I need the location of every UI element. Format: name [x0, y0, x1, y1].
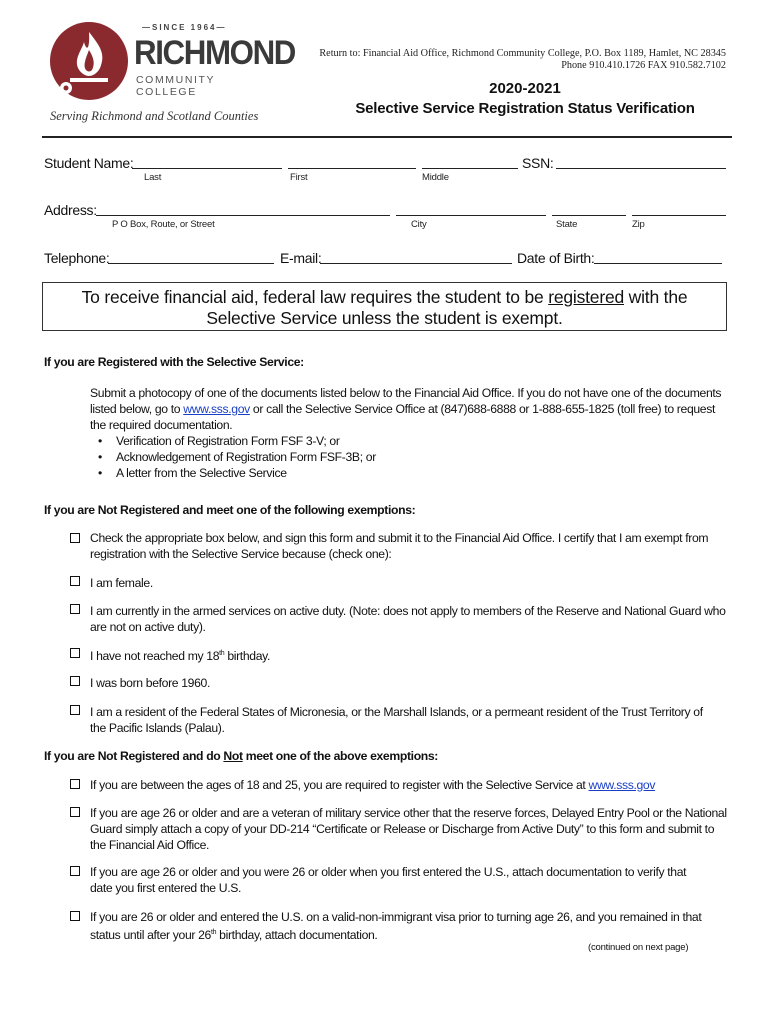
exempt-under-18-text	[90, 646, 270, 664]
registered-instructions	[90, 385, 730, 433]
street-field[interactable]	[96, 202, 390, 216]
logo-name: RICHMOND	[134, 34, 295, 72]
exempt-active-duty-text: I am currently in the armed services on active duty. (Note: does not apply to members of the Reserve and National Guard who are not on active duty).	[90, 604, 726, 634]
notice-registered-emphasis: registered	[548, 287, 625, 307]
ssn-field[interactable]	[556, 155, 726, 169]
last-caption: Last	[144, 172, 162, 183]
nonimmigrant-visa-sup: th	[210, 929, 217, 936]
dob-label: Date of Birth:	[517, 250, 595, 266]
document-list-item: • Verification of Registration Form FSF 3-V; or	[90, 433, 730, 449]
header-divider	[42, 136, 732, 138]
middle-caption: Middle	[422, 172, 449, 183]
exempt-active-duty-checkbox[interactable]	[70, 604, 80, 614]
registered-instructions-b: or call the Selective Service Office at (847)688-6888 or 1-888-655-1825 (toll free) to request the required documentation.	[90, 402, 716, 432]
email-label: E-mail:	[280, 250, 322, 266]
telephone-field[interactable]	[108, 250, 274, 264]
zip-field[interactable]	[632, 202, 726, 216]
nonimmigrant-visa-text-b: birthday, attach documentation.	[216, 928, 378, 943]
exempt-female-text: I am female.	[90, 576, 153, 590]
not-exempt-heading-a: If you are Not Registered and do	[44, 749, 224, 763]
exempt-certify-text: Check the appropriate box below, and sign this form and submit it to the Financial Aid Office. I certify that I am exempt from registration with the Selective Service because (check one):	[90, 531, 709, 561]
section-registered-heading: If you are Registered with the Selective Service:	[44, 355, 304, 369]
registered-instructions-a: Submit a photocopy of one of the documents listed below to the Financial Aid Office. If you do not have one of the documents listed below, go to	[90, 386, 722, 416]
nonimmigrant-visa-text	[90, 909, 715, 943]
veteran-checkbox[interactable]	[70, 807, 80, 817]
exempt-resident-text: I am a resident of the Federal States of Micronesia, or the Marshall Islands, or a permeant resident of the Trust Territory of the Pacific Islands (Palau).	[90, 705, 703, 735]
continued-note: (continued on next page)	[588, 942, 689, 953]
return-address-line1: Return to: Financial Aid Office, Richmond Community College, P.O. Box 1189, Hamlet, NC 28345	[319, 48, 726, 59]
logo-college: COMMUNITY COLLEGE	[136, 74, 215, 98]
age-18-25-text-a: If you are between the ages of 18 and 25, you are required to register with the Selective Service at	[90, 778, 589, 792]
first-name-field[interactable]	[288, 155, 416, 169]
under-18-sup: th	[219, 650, 225, 657]
city-field[interactable]	[396, 202, 546, 216]
age-18-25-checkbox[interactable]	[70, 779, 80, 789]
notice-box	[42, 282, 727, 331]
address-label: Address:	[44, 202, 97, 218]
email-field[interactable]	[320, 250, 512, 264]
dob-field[interactable]	[594, 250, 722, 264]
form-year: 2020-2021	[489, 80, 561, 97]
not-exempt-heading-b: meet one of the above exemptions:	[242, 749, 439, 763]
sss-link[interactable]: www.sss.gov	[183, 402, 250, 416]
return-address	[319, 48, 726, 72]
telephone-label: Telephone:	[44, 250, 110, 266]
exempt-under-18-checkbox[interactable]	[70, 648, 80, 658]
exempt-certify-checkbox[interactable]	[70, 533, 80, 543]
exempt-born-before-1960-checkbox[interactable]	[70, 676, 80, 686]
college-logo	[48, 20, 295, 100]
logo-since: —SINCE 1964—	[142, 23, 227, 32]
document-list-item: • A letter from the Selective Service	[90, 465, 730, 481]
zip-caption: Zip	[632, 219, 645, 230]
return-address-line2: Phone 910.410.1726 FAX 910.582.7102	[561, 60, 726, 71]
state-caption: State	[556, 219, 578, 230]
first-caption: First	[290, 172, 308, 183]
entered-us-after-26-checkbox[interactable]	[70, 866, 80, 876]
veteran-text: If you are age 26 or older and are a veteran of military service other that the reserve forces, Delayed Entry Pool or the National Guard simply attach a copy of your DD-214 “Certificate or Release or Discharge from Active Duty” to this form and submit to the Financial Aid Office.	[90, 806, 727, 852]
student-name-label: Student Name:	[44, 155, 134, 171]
document-list-item: • Acknowledgement of Registration Form FSF-3B; or	[90, 449, 730, 465]
city-caption: City	[411, 219, 427, 230]
exempt-resident-checkbox[interactable]	[70, 705, 80, 715]
notice-line2: Selective Service unless the student is exempt.	[206, 308, 563, 328]
exempt-born-before-1960-text: I was born before 1960.	[90, 676, 211, 690]
notice-line1	[43, 287, 726, 308]
entered-us-after-26-text: If you are age 26 or older and you were 26 or older when you first entered the U.S., attach documentation to verify that date you first entered the U.S.	[90, 865, 687, 895]
under-18-text-a: I have not reached my 18	[90, 649, 220, 664]
ssn-label: SSN:	[522, 155, 554, 171]
tagline: Serving Richmond and Scotland Counties	[50, 109, 259, 123]
nonimmigrant-visa-checkbox[interactable]	[70, 911, 80, 921]
age-18-25-text	[90, 777, 730, 793]
exempt-female-checkbox[interactable]	[70, 576, 80, 586]
not-exempt-heading-not: Not	[223, 749, 243, 763]
under-18-text-b: birthday.	[224, 649, 271, 664]
state-field[interactable]	[552, 202, 626, 216]
middle-name-field[interactable]	[422, 155, 518, 169]
nonimmigrant-visa-text-a: If you are 26 or older and entered the U.S. on a valid-non-immigrant visa prior to turning age 26, and you remained in that status until after your 26	[90, 910, 702, 943]
notice-line1-text-a: To receive financial aid, federal law requires the student to be	[81, 287, 549, 307]
last-name-field[interactable]	[132, 155, 282, 169]
section-exemptions-heading: If you are Not Registered and meet one of the following exemptions:	[44, 503, 416, 517]
notice-line1-text-c: with the	[624, 287, 688, 307]
po-box-caption: P O Box, Route, or Street	[112, 219, 215, 230]
section-not-exempt-heading	[44, 748, 438, 764]
sss-link-register[interactable]: www.sss.gov	[588, 778, 656, 792]
page-title: Selective Service Registration Status Verification	[355, 100, 695, 117]
flame-emblem-icon	[48, 20, 130, 102]
section-registered-body	[90, 385, 730, 481]
document-list	[90, 433, 730, 481]
